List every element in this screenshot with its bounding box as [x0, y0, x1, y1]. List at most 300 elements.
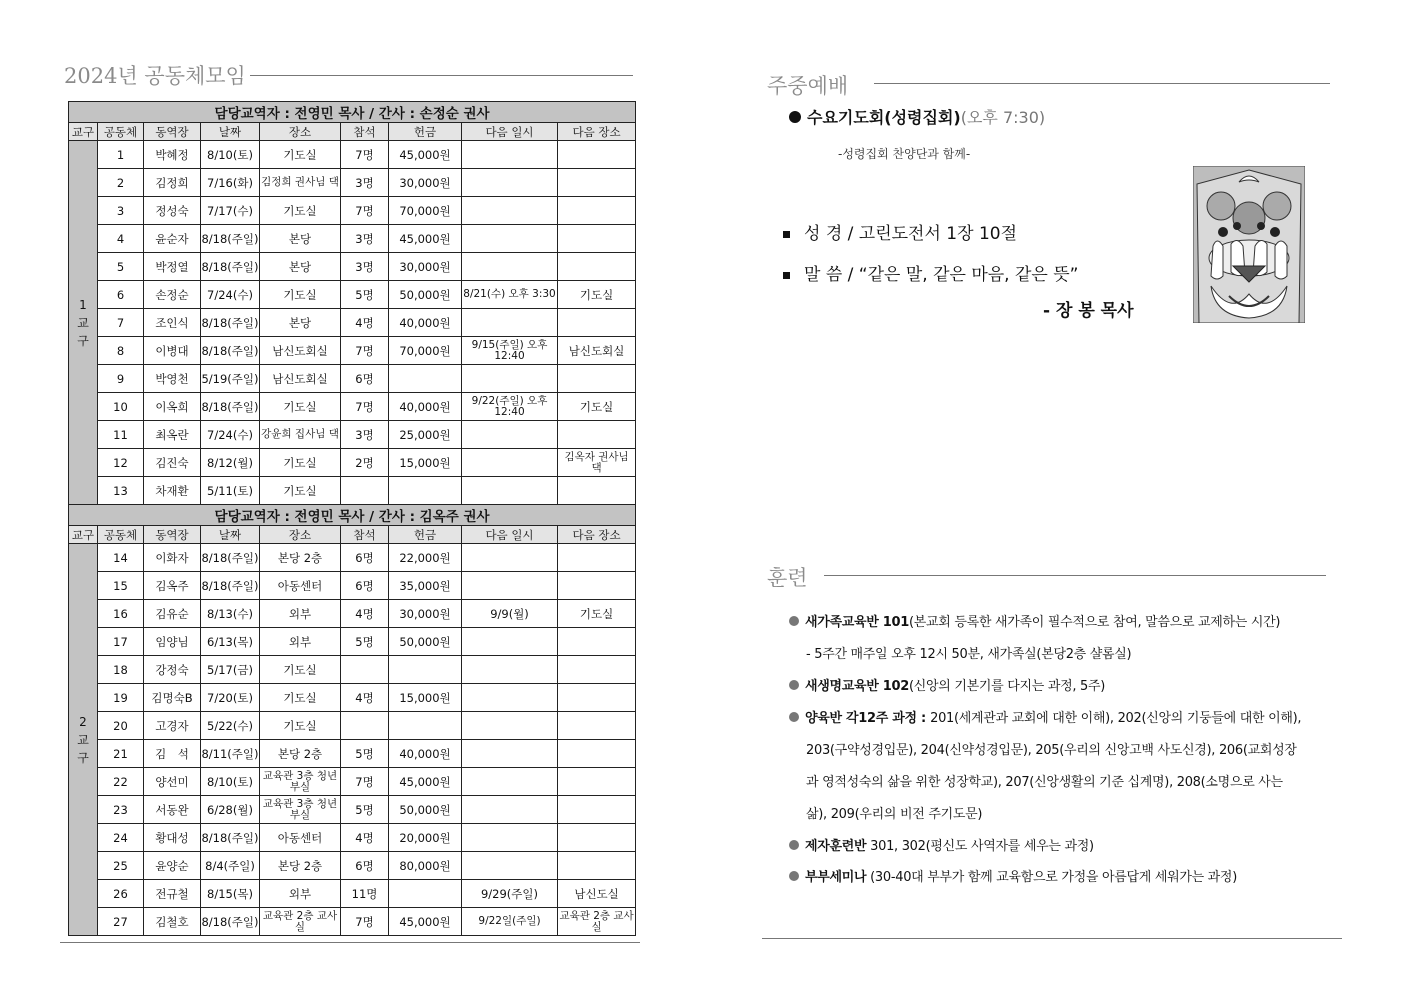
cell-n: 11 — [98, 421, 144, 449]
cell-np — [558, 572, 636, 600]
cell-nd — [462, 684, 558, 712]
cell-np — [558, 197, 636, 225]
cell-place: 기도실 — [260, 684, 341, 712]
cell-att — [341, 477, 389, 505]
cell-att: 6명 — [341, 544, 389, 572]
cell-np — [558, 796, 636, 824]
training-item-nurture: 양육반 각12주 과정 : 201(세계관과 교회에 대한 이해), 202(신앙의 기둥들에 대한 이해), — [789, 707, 1301, 726]
column-header: 장소 — [260, 123, 341, 141]
cell-att: 7명 — [341, 337, 389, 365]
cell-nd: 8/21(수) 오후 3:30 — [462, 281, 558, 309]
cell-n: 19 — [98, 684, 144, 712]
community-title: 2024년 공동체모임 — [64, 64, 246, 88]
table-row — [69, 141, 636, 169]
column-header: 동역장 — [144, 123, 201, 141]
cell-leader: 김정희 — [144, 169, 201, 197]
column-header: 참석 — [341, 526, 389, 544]
cell-np — [558, 852, 636, 880]
cell-place: 교육관 2층 교사실 — [260, 908, 341, 936]
cell-np — [558, 421, 636, 449]
cell-leader: 황대성 — [144, 824, 201, 852]
training-item-101: 새가족교육반 101(본교회 등록한 새가족이 필수적으로 참여, 말씀으로 교제하는 시간) — [789, 611, 1280, 630]
table-row — [69, 712, 636, 740]
training-title: 훈련 — [767, 566, 808, 590]
cell-nd — [462, 572, 558, 600]
cell-np — [558, 628, 636, 656]
cell-np: 김옥자 권사님 댁 — [558, 449, 636, 477]
cell-off: 40,000원 — [389, 740, 462, 768]
cell-off: 15,000원 — [389, 684, 462, 712]
column-header: 교구 — [69, 123, 98, 141]
training-item-disciple: 제자훈련반 301, 302(평신도 사역자를 세우는 과정) — [789, 835, 1094, 854]
cell-off: 45,000원 — [389, 908, 462, 936]
column-header: 공동체 — [98, 123, 144, 141]
cell-att: 4명 — [341, 600, 389, 628]
cell-off — [389, 880, 462, 908]
cell-n: 26 — [98, 880, 144, 908]
cell-att: 7명 — [341, 141, 389, 169]
cell-att: 5명 — [341, 740, 389, 768]
cell-np — [558, 712, 636, 740]
cell-nd — [462, 712, 558, 740]
cell-np — [558, 768, 636, 796]
cell-date: 5/11(토) — [201, 477, 260, 505]
cell-att: 7명 — [341, 908, 389, 936]
cell-leader: 조인식 — [144, 309, 201, 337]
table-row — [69, 600, 636, 628]
table-row — [69, 656, 636, 684]
cell-nd — [462, 824, 558, 852]
cell-off: 15,000원 — [389, 449, 462, 477]
cell-date: 8/4(주일) — [201, 852, 260, 880]
cell-att: 3명 — [341, 169, 389, 197]
cell-leader: 김유순 — [144, 600, 201, 628]
cell-place: 아동센터 — [260, 824, 341, 852]
column-header: 참석 — [341, 123, 389, 141]
cell-off: 70,000원 — [389, 197, 462, 225]
cell-np — [558, 365, 636, 393]
cell-leader: 김옥주 — [144, 572, 201, 600]
cell-n: 12 — [98, 449, 144, 477]
cell-off: 45,000원 — [389, 225, 462, 253]
table-row — [69, 477, 636, 505]
cell-leader: 김명숙B — [144, 684, 201, 712]
cell-off: 40,000원 — [389, 309, 462, 337]
sermon: 말 씀 / “같은 말, 같은 마음, 같은 뜻” — [804, 265, 1079, 285]
table-row — [69, 337, 636, 365]
cell-nd — [462, 169, 558, 197]
cell-leader: 고경자 — [144, 712, 201, 740]
cell-place: 본당 2층 — [260, 740, 341, 768]
cell-date: 7/20(토) — [201, 684, 260, 712]
cell-np — [558, 253, 636, 281]
cell-np: 남신도실 — [558, 880, 636, 908]
cell-np — [558, 169, 636, 197]
sermon-line — [783, 260, 1078, 285]
training-nurture-line2: 203(구약성경입문), 204(신약성경입문), 205(우리의 신앙고백 사도신경), 206(교회성장 — [806, 743, 1297, 758]
cell-off — [389, 365, 462, 393]
cell-off: 45,000원 — [389, 141, 462, 169]
cell-nd — [462, 852, 558, 880]
cell-n: 17 — [98, 628, 144, 656]
manager-banner: 담당교역자 : 전영민 목사 / 간사 : 손정순 권사 — [69, 102, 636, 123]
cell-leader: 이화자 — [144, 544, 201, 572]
column-header: 동역장 — [144, 526, 201, 544]
cell-date: 8/18(주일) — [201, 309, 260, 337]
scripture-line — [783, 219, 1017, 244]
cell-nd: 9/29(주일) — [462, 880, 558, 908]
cell-date: 7/17(수) — [201, 197, 260, 225]
service-time: (오후 7:30) — [960, 108, 1046, 127]
cell-date: 8/10(토) — [201, 768, 260, 796]
worship-rule — [874, 83, 1330, 84]
title-rule — [250, 75, 633, 76]
bullet-dot-icon — [789, 871, 799, 881]
table-row — [69, 365, 636, 393]
table-row — [69, 169, 636, 197]
cell-nd: 9/22일(주일) — [462, 908, 558, 936]
worship-illustration — [1193, 166, 1305, 323]
service-line — [789, 105, 1045, 128]
cell-leader: 박정열 — [144, 253, 201, 281]
cell-att: 6명 — [341, 365, 389, 393]
cell-nd — [462, 656, 558, 684]
cell-np: 기도실 — [558, 281, 636, 309]
column-header: 다음 장소 — [558, 123, 636, 141]
cell-nd — [462, 796, 558, 824]
cell-att: 11명 — [341, 880, 389, 908]
cell-leader: 박혜정 — [144, 141, 201, 169]
cell-place: 교육관 3층 청년부실 — [260, 768, 341, 796]
cell-n: 23 — [98, 796, 144, 824]
cell-nd — [462, 309, 558, 337]
cell-date: 6/28(월) — [201, 796, 260, 824]
cell-leader: 양선미 — [144, 768, 201, 796]
cell-off: 30,000원 — [389, 600, 462, 628]
cell-np — [558, 477, 636, 505]
cell-off: 50,000원 — [389, 281, 462, 309]
cell-n: 25 — [98, 852, 144, 880]
square-bullet-icon — [783, 231, 790, 238]
bullet-dot-icon — [789, 712, 799, 722]
cell-place: 본당 — [260, 225, 341, 253]
column-header: 다음 일시 — [462, 526, 558, 544]
column-header: 장소 — [260, 526, 341, 544]
cell-off: 20,000원 — [389, 824, 462, 852]
cell-nd — [462, 197, 558, 225]
cell-leader: 차재환 — [144, 477, 201, 505]
table-row — [69, 796, 636, 824]
cell-date: 8/18(주일) — [201, 544, 260, 572]
cell-leader: 윤양순 — [144, 852, 201, 880]
worship-title: 주중예배 — [767, 74, 849, 98]
bullet-dot-icon — [789, 616, 799, 626]
bottom-rule-left — [60, 942, 640, 943]
cell-date: 8/12(월) — [201, 449, 260, 477]
cell-date: 8/10(토) — [201, 141, 260, 169]
cell-nd: 9/9(월) — [462, 600, 558, 628]
column-header: 헌금 — [389, 123, 462, 141]
cell-off: 35,000원 — [389, 572, 462, 600]
cell-leader: 박영천 — [144, 365, 201, 393]
cell-date: 5/19(주일) — [201, 365, 260, 393]
cell-off — [389, 712, 462, 740]
cell-off: 50,000원 — [389, 628, 462, 656]
cell-date: 5/22(수) — [201, 712, 260, 740]
cell-nd — [462, 477, 558, 505]
cell-place: 남신도회실 — [260, 365, 341, 393]
cell-leader: 윤순자 — [144, 225, 201, 253]
cell-att: 4명 — [341, 309, 389, 337]
cell-place: 기도실 — [260, 197, 341, 225]
cell-np — [558, 684, 636, 712]
cell-leader: 김진숙 — [144, 449, 201, 477]
cell-off: 40,000원 — [389, 393, 462, 421]
cell-leader: 전규철 — [144, 880, 201, 908]
cell-n: 3 — [98, 197, 144, 225]
table-row — [69, 880, 636, 908]
cell-n: 10 — [98, 393, 144, 421]
cell-np: 교육관 2층 교사실 — [558, 908, 636, 936]
cell-n: 13 — [98, 477, 144, 505]
cell-n: 8 — [98, 337, 144, 365]
cell-off: 45,000원 — [389, 768, 462, 796]
cell-nd — [462, 253, 558, 281]
cell-place: 외부 — [260, 600, 341, 628]
cell-leader: 서동완 — [144, 796, 201, 824]
cell-place: 교육관 3층 청년부실 — [260, 796, 341, 824]
cell-leader: 이병대 — [144, 337, 201, 365]
cell-np — [558, 309, 636, 337]
table-row — [69, 684, 636, 712]
cell-place: 기도실 — [260, 449, 341, 477]
cell-leader: 이옥희 — [144, 393, 201, 421]
cell-nd — [462, 628, 558, 656]
cell-n: 9 — [98, 365, 144, 393]
cell-att: 7명 — [341, 768, 389, 796]
cell-n: 4 — [98, 225, 144, 253]
column-header: 다음 일시 — [462, 123, 558, 141]
cell-n: 14 — [98, 544, 144, 572]
column-header: 공동체 — [98, 526, 144, 544]
table-row — [69, 824, 636, 852]
cell-np — [558, 544, 636, 572]
cell-nd: 9/22(주일) 오후 12:40 — [462, 393, 558, 421]
community-table — [68, 101, 636, 936]
cell-att: 5명 — [341, 281, 389, 309]
cell-nd — [462, 768, 558, 796]
cell-place: 기도실 — [260, 141, 341, 169]
cell-att: 6명 — [341, 572, 389, 600]
table-row — [69, 740, 636, 768]
cell-date: 8/11(주일) — [201, 740, 260, 768]
cell-n: 24 — [98, 824, 144, 852]
cell-np: 남신도회실 — [558, 337, 636, 365]
table-row — [69, 309, 636, 337]
cell-off: 30,000원 — [389, 169, 462, 197]
cell-leader: 김 석 — [144, 740, 201, 768]
district-cell: 1 교 구 — [69, 141, 98, 505]
cell-att — [341, 712, 389, 740]
cell-off: 30,000원 — [389, 253, 462, 281]
table-row — [69, 393, 636, 421]
table-row — [69, 544, 636, 572]
cell-np — [558, 141, 636, 169]
training-101-detail: - 5주간 매주일 오후 12시 50분, 새가족실(본당2층 샬롬실) — [806, 647, 1132, 662]
cell-off — [389, 656, 462, 684]
table-row — [69, 628, 636, 656]
cell-np: 기도실 — [558, 393, 636, 421]
cell-place: 외부 — [260, 628, 341, 656]
cell-date: 5/17(금) — [201, 656, 260, 684]
cell-place: 기도실 — [260, 477, 341, 505]
cell-off: 50,000원 — [389, 796, 462, 824]
cell-nd — [462, 740, 558, 768]
cell-np — [558, 225, 636, 253]
cell-n: 6 — [98, 281, 144, 309]
cell-att: 3명 — [341, 421, 389, 449]
training-item-102: 새생명교육반 102(신앙의 기본기를 다지는 과정, 5주) — [789, 675, 1105, 694]
cell-place: 아동센터 — [260, 572, 341, 600]
cell-place: 기도실 — [260, 393, 341, 421]
cell-date: 8/18(주일) — [201, 908, 260, 936]
cell-n: 5 — [98, 253, 144, 281]
cell-place: 외부 — [260, 880, 341, 908]
table-row — [69, 253, 636, 281]
district-cell: 2 교 구 — [69, 544, 98, 936]
table-row — [69, 449, 636, 477]
cell-date: 8/15(목) — [201, 880, 260, 908]
cell-leader: 손정순 — [144, 281, 201, 309]
training-nurture-line4: 삶), 209(우리의 비전 주기도문) — [806, 807, 983, 822]
cell-date: 8/18(주일) — [201, 253, 260, 281]
cell-n: 15 — [98, 572, 144, 600]
cell-date: 7/16(화) — [201, 169, 260, 197]
cell-n: 22 — [98, 768, 144, 796]
table-row — [69, 768, 636, 796]
cell-n: 1 — [98, 141, 144, 169]
cell-n: 7 — [98, 309, 144, 337]
cell-att: 5명 — [341, 796, 389, 824]
cell-att: 5명 — [341, 628, 389, 656]
table-row — [69, 225, 636, 253]
cell-date: 7/24(수) — [201, 421, 260, 449]
column-header: 헌금 — [389, 526, 462, 544]
preacher: - 장 봉 목사 — [1043, 301, 1134, 321]
cell-n: 16 — [98, 600, 144, 628]
cell-nd: 9/15(주일) 오후 12:40 — [462, 337, 558, 365]
cell-att: 7명 — [341, 197, 389, 225]
cell-np: 기도실 — [558, 600, 636, 628]
table-row — [69, 852, 636, 880]
cell-att — [341, 656, 389, 684]
cell-att: 4명 — [341, 824, 389, 852]
cell-leader: 정성숙 — [144, 197, 201, 225]
column-header: 다음 장소 — [558, 526, 636, 544]
cell-place: 남신도회실 — [260, 337, 341, 365]
cell-leader: 최옥란 — [144, 421, 201, 449]
cell-date: 8/18(주일) — [201, 337, 260, 365]
cell-place: 기도실 — [260, 656, 341, 684]
cell-place: 강윤희 집사님 댁 — [260, 421, 341, 449]
cell-n: 20 — [98, 712, 144, 740]
cell-off: 22,000원 — [389, 544, 462, 572]
training-nurture-line3: 과 영적성숙의 삶을 위한 성장학교), 207(신앙생활의 기준 십계명), 208(소명으로 사는 — [806, 775, 1283, 790]
bullet-dot-icon — [789, 840, 799, 850]
cell-date: 8/18(주일) — [201, 824, 260, 852]
cell-nd — [462, 365, 558, 393]
cell-att: 3명 — [341, 253, 389, 281]
column-header: 날짜 — [201, 526, 260, 544]
cell-place: 기도실 — [260, 281, 341, 309]
cell-nd — [462, 544, 558, 572]
bottom-rule-right — [762, 938, 1342, 939]
cell-nd — [462, 141, 558, 169]
scripture: 성 경 / 고린도전서 1장 10절 — [804, 224, 1017, 244]
training-rule — [824, 575, 1326, 576]
table-row — [69, 421, 636, 449]
cell-off: 25,000원 — [389, 421, 462, 449]
cell-np — [558, 740, 636, 768]
cell-n: 21 — [98, 740, 144, 768]
manager-banner: 담당교역자 : 전영민 목사 / 간사 : 김옥주 권사 — [69, 505, 636, 526]
cell-nd — [462, 449, 558, 477]
service-name: 수요기도회(성령집회) — [807, 108, 961, 127]
cell-place: 기도실 — [260, 712, 341, 740]
cell-date: 8/18(주일) — [201, 572, 260, 600]
cell-date: 7/24(수) — [201, 281, 260, 309]
cell-off: 80,000원 — [389, 852, 462, 880]
cell-place: 본당 2층 — [260, 544, 341, 572]
cell-leader: 김철호 — [144, 908, 201, 936]
table-row — [69, 908, 636, 936]
cell-leader: 임양님 — [144, 628, 201, 656]
cell-place: 본당 2층 — [260, 852, 341, 880]
table-row — [69, 197, 636, 225]
cell-place: 본당 — [260, 309, 341, 337]
training-item-couple: 부부세미나 (30-40대 부부가 함께 교육함으로 가정을 아름답게 세워가는 과정) — [789, 866, 1237, 885]
cell-place: 본당 — [260, 253, 341, 281]
cell-off: 70,000원 — [389, 337, 462, 365]
cell-date: 8/18(주일) — [201, 225, 260, 253]
cell-date: 6/13(목) — [201, 628, 260, 656]
column-header: 교구 — [69, 526, 98, 544]
service-note: -성령집회 찬양단과 함께- — [838, 147, 971, 161]
table-row — [69, 281, 636, 309]
cell-n: 18 — [98, 656, 144, 684]
square-bullet-icon — [783, 272, 790, 279]
cell-att: 2명 — [341, 449, 389, 477]
table-row — [69, 572, 636, 600]
cell-att: 7명 — [341, 393, 389, 421]
cell-np — [558, 824, 636, 852]
cell-off — [389, 477, 462, 505]
cell-nd — [462, 421, 558, 449]
column-header: 날짜 — [201, 123, 260, 141]
cell-date: 8/13(수) — [201, 600, 260, 628]
bullet-dot-icon — [789, 680, 799, 690]
cell-att: 3명 — [341, 225, 389, 253]
cell-np — [558, 656, 636, 684]
cell-n: 27 — [98, 908, 144, 936]
cell-nd — [462, 225, 558, 253]
cell-place: 김정희 권사님 댁 — [260, 169, 341, 197]
cell-n: 2 — [98, 169, 144, 197]
service-bullet — [789, 111, 801, 123]
cell-leader: 강정숙 — [144, 656, 201, 684]
cell-att: 4명 — [341, 684, 389, 712]
cell-att: 6명 — [341, 852, 389, 880]
